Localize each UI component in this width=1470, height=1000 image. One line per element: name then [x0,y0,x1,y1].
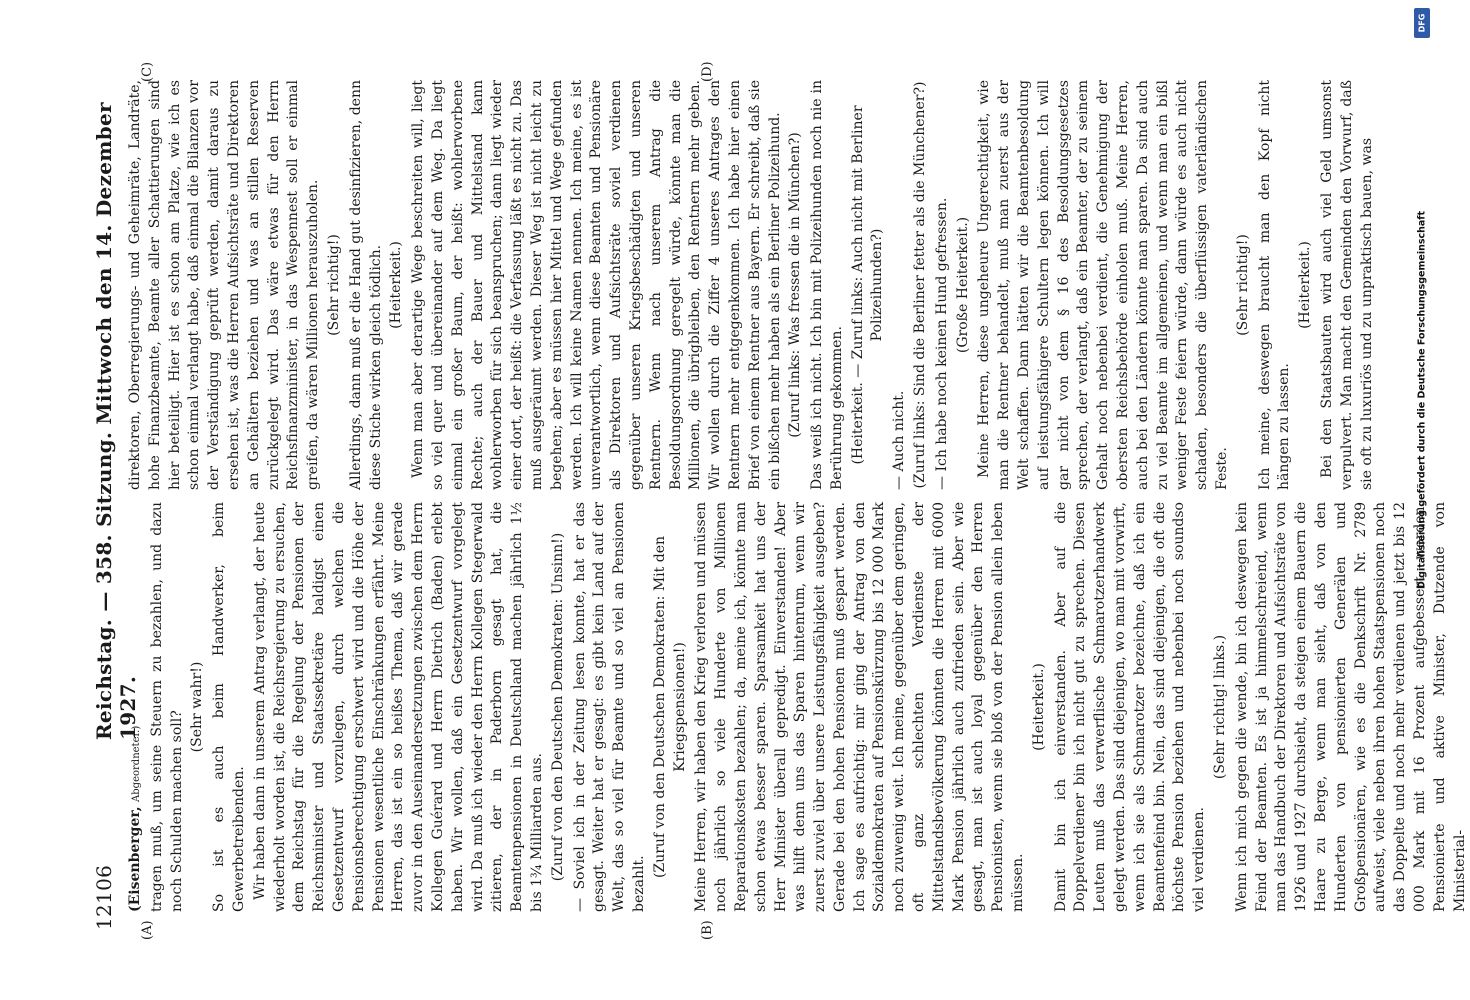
interjection: (Heiterkeit.) [1030,663,1047,751]
text-column-left [126,502,1468,912]
interjection: (Sehr richtig!) [1234,234,1251,336]
speech-paragraph: Wenn ich mich gegen die wende, bin ich deswegen kein Feind der Beamten. Es ist ja himmelschreiend, wenn man das Handbuch der Direktoren und Aufsichtsräte von 1926 und 1927 durchsieht, da steigen einem Bauern die Haare zu Berge, wenn man sieht, daß von den Hunderten von pensionierten Generälen und Großpensionären, wie es die Denkschrift Nr. 2789 aufweist, viele neben ihren hohen Staatspensionen noch das Doppelte und noch mehr verdienen und jetzt bis 12 000 Mark mit 16 Prozent aufgebessert werden. Pensionierte und aktive Minister, Dutzende von Ministerial- [1233,502,1468,912]
speech-paragraph: tragen muß, um seine Steuern zu bezahlen, und dazu noch Schulden machen soll? [148,502,185,912]
speech-paragraph: Wir haben dann in unserem Antrag verlangt, der heute wiederholt worden ist, die Reichsregierung zu ersuchen, dem Reichstag für die Regelung der Pensionen der Reichsminister und Staatssekretäre baldigst einen Gesetzentwurf vorzulegen, durch welchen die Pensionsberechtigung erschwert wird und die Höhe der Pensionen wesentliche Einschränkungen erfährt. Meine Herren, das ist ein so heißes Thema, daß wir gerade zuvor in den Auseinandersetzungen zwischen dem Herrn Kollegen Guérard und Herrn Dietrich (Baden) erlebt haben. Wir wollen, daß ein Gesetzentwurf vorgelegt wird. Da muß ich wieder den Herrn Kollegen Stegerwald zitieren, der in Paderborn gesagt hat, die Beamtenpensionen in Deutschland machen jährlich 1½ bis 1¾ Milliarden aus. [251,502,545,912]
speech-paragraph: Das weiß ich nicht. Ich bin mit Polizeihunden noch nie in Berührung gekommen. [809,80,845,490]
speaker-role: Abgeordneter.) [131,725,142,802]
digitization-watermark [1414,20,1430,780]
text-column-right [126,80,1375,490]
speech-paragraph: direktoren, Oberregierungs- und Geheimräte, Landräte, hohe Finanzbeamte, Beamte aller Schattierungen sind hier beteiligt. Hier ist es schon am Platze, wie ich es schon einmal verlangt habe, daß einmal die Bilanzen vor der Verständigung geprüft werden, damit daraus zu ersehen ist, was die Herren Aufsichtsräte und Direktoren an Gehältern beziehen und was an stillen Reserven zurückgelegt wird. Das wäre etwas für den Herrn Reichsfinanzminister, in das Wespennest soll er einmal greifen, da wären Millionen herauszuholen. [127,80,322,490]
running-title: Reichstag. — 358. Sitzung. Mittwoch den 14. Dezember 1927. [92,102,140,740]
watermark-text: Digitalisierung gefördert durch die Deutsche Forschungsgemeinschaft [1416,211,1428,589]
interjection: (Große Heiterkeit.) [954,216,971,354]
speech-paragraph: Allerdings, dann muß er die Hand gut desinfizieren, denn diese Stiche wirken gleich tödlich. [347,80,384,490]
speaker-line [126,502,147,912]
interjection: (Zuruf links: Was fressen die in München?) [787,132,804,438]
interjection: (Zuruf von den Deutschen Demokraten: Mit den Kriegspensionen!) [651,536,688,878]
column-marker-d: (D) [700,61,715,82]
interjection: (Heiterkeit. — Zuruf links: Auch nicht mit Berliner Polizeihunden?) [849,105,886,465]
speaker-name: (Eisenberger, [127,806,143,912]
speech-paragraph: Meine Herren, wir haben den Krieg verloren und müssen noch jährlich so viele Hunderte von Millionen Reparationskosten bezahlen; da, meine ich, könnte man schon etwas besser sparen. Sparsamkeit hat uns der Herr Minister überall gepredigt. Einverstanden! Aber was hilft denn uns das Sparen hintenrum, wenn wir zuerst zuviel über unsere Leistungsfähigkeit ausgeben? Gerade bei den hohen Pensionen muß gespart werden. Ich sage es aufrichtig: mir ging der Antrag von den Sozialdemokraten auf Pensionskürzung bis 12 000 Mark noch zuwenig weit. Ich meine, gegenüber dem geringen, oft ganz schlechten Verdienste der Mittelstandsbevölkerung könnten die Herren mit 6000 Mark Pension jährlich auch zufrieden sein. Aber wie gesagt, man ist auch loyal gegenüber den Herren Pensionisten, wenn sie bloß von der Pension allein leben müssen. [693,502,1027,912]
interjection: (Heiterkeit.) [1297,241,1314,329]
speech-paragraph: Bei den Staatsbauten wird auch viel Geld umsonst verpulvert. Man macht den Gemeinden den Vorwurf, daß sie oft zu luxuriös und zu unpraktisch bauen, was [1319,80,1375,490]
speech-paragraph: Ich meine, deswegen braucht man den Kopf nicht hängen zu lassen. [1256,80,1293,490]
speech-paragraph: — Soviel ich in der Zeitung lesen konnte, hat er das gesagt. Weiter hat er gesagt: es gibt kein Land auf der Welt, das so viel für Beamte und so viel an Pensionen bezahlt. [571,502,647,912]
column-marker-c: (C) [140,61,155,82]
interjection: (Sehr richtig!) [325,234,342,336]
speech-paragraph: — Ich habe noch keinen Hund gefressen. [933,197,950,490]
interjection: (Zuruf links: Sind die Berliner fetter als die Münchener?) [912,81,929,489]
interjection: (Sehr wahr!) [189,661,206,753]
page-number: 12106 [92,864,116,930]
column-marker-a: (A) [140,920,155,940]
left-paragraphs [148,502,1470,912]
speech-paragraph: Meine Herren, diese ungeheure Ungerechtigkeit, wie man die Rentner behandelt, muß man zuerst aus der Welt schaffen. Dann hätten wir die Beamtenbesoldung auf leistungsfähigere Schultern legen können. Ich will gar nicht von dem § 16 des Besoldungsgesetzes sprechen, der verlangt, daß ein Beamter, der zu seinem Gehalt noch nebenbei verdient, die Genehmigung der obersten Reichsbehörde einholen muß. Meine Herren, auch bei den Ländern könnte man sparen. Da sind auch zu viel Beamte im allgemeinen, und wenn man ein bißl weniger Feste feiern würde, dann würde es auch nicht schaden, besonders die überflüssigen vaterländischen Feste. [976,80,1231,490]
interjection: (Sehr richtig! links.) [1212,634,1229,780]
speech-paragraph: Wenn man aber derartige Wege beschreiten will, liegt so viel quer und übereinander auf dem Weg. Da liegt einmal ein großer Baum, der heißt: wohlerworbene Rechte; auch der Bauer und Mittelstand kann wohlerworben für sich beanspruchen; dann liegt wieder einer dort, der heißt: die Verfassung läßt es nicht zu. Das muß ausgeräumt werden. Dieser Weg ist nicht leicht zu begehen; aber es müssen hier Mittel und Wege gefunden werden. Ich will keine Namen nennen. Ich meine, es ist unverantwortlich, wenn diese Beamten und Pensionäre als Direktoren und Aufsichtsräte soviel verdienen gegenüber unseren Kriegsbeschädigten und unseren Rentnern. Wenn nach unserem Antrag die Besoldungsordnung geregelt würde, könnte man die Millionen, die übrigbleiben, den Rentnern mehr geben. Wir wollen durch die Ziffer 4 unseres Antrages den Rentnern mehr entgegenkommen. Ich habe hier einen Brief von einem Rentner aus Bayern. Er schreibt, daß sie ein bißchen mehr haben als ein Berliner Polizeihund. [410,80,783,490]
interjection: (Heiterkeit.) [388,241,405,329]
speech-paragraph: Damit bin ich einverstanden. Aber auf die Doppelverdiener bin ich nicht gut zu sprechen. Diesen Leuten muß das verwerflische Schmarotzerhandwerk gelegt werden. Das sind diejenigen, wo man mit vorwirft, wenn ich sie als Schmarotzer bezeichne, daß ich ein Beamtenfeind bin. Nein, das sind diejenigen, die oft die höchste Pension beziehen und nebenbei noch soundso viel verdienen. [1052,502,1208,912]
speech-paragraph: So ist es auch beim Handwerker, beim Gewerbetreibenden. [211,502,247,912]
column-marker-b: (B) [700,920,715,940]
dfg-logo-text: DFG [1417,13,1427,33]
right-paragraphs [126,80,1377,490]
interjection: (Zuruf von den Deutschen Demokraten: Unsinn!) [549,532,566,882]
speech-paragraph: — Auch nicht. [891,390,908,490]
